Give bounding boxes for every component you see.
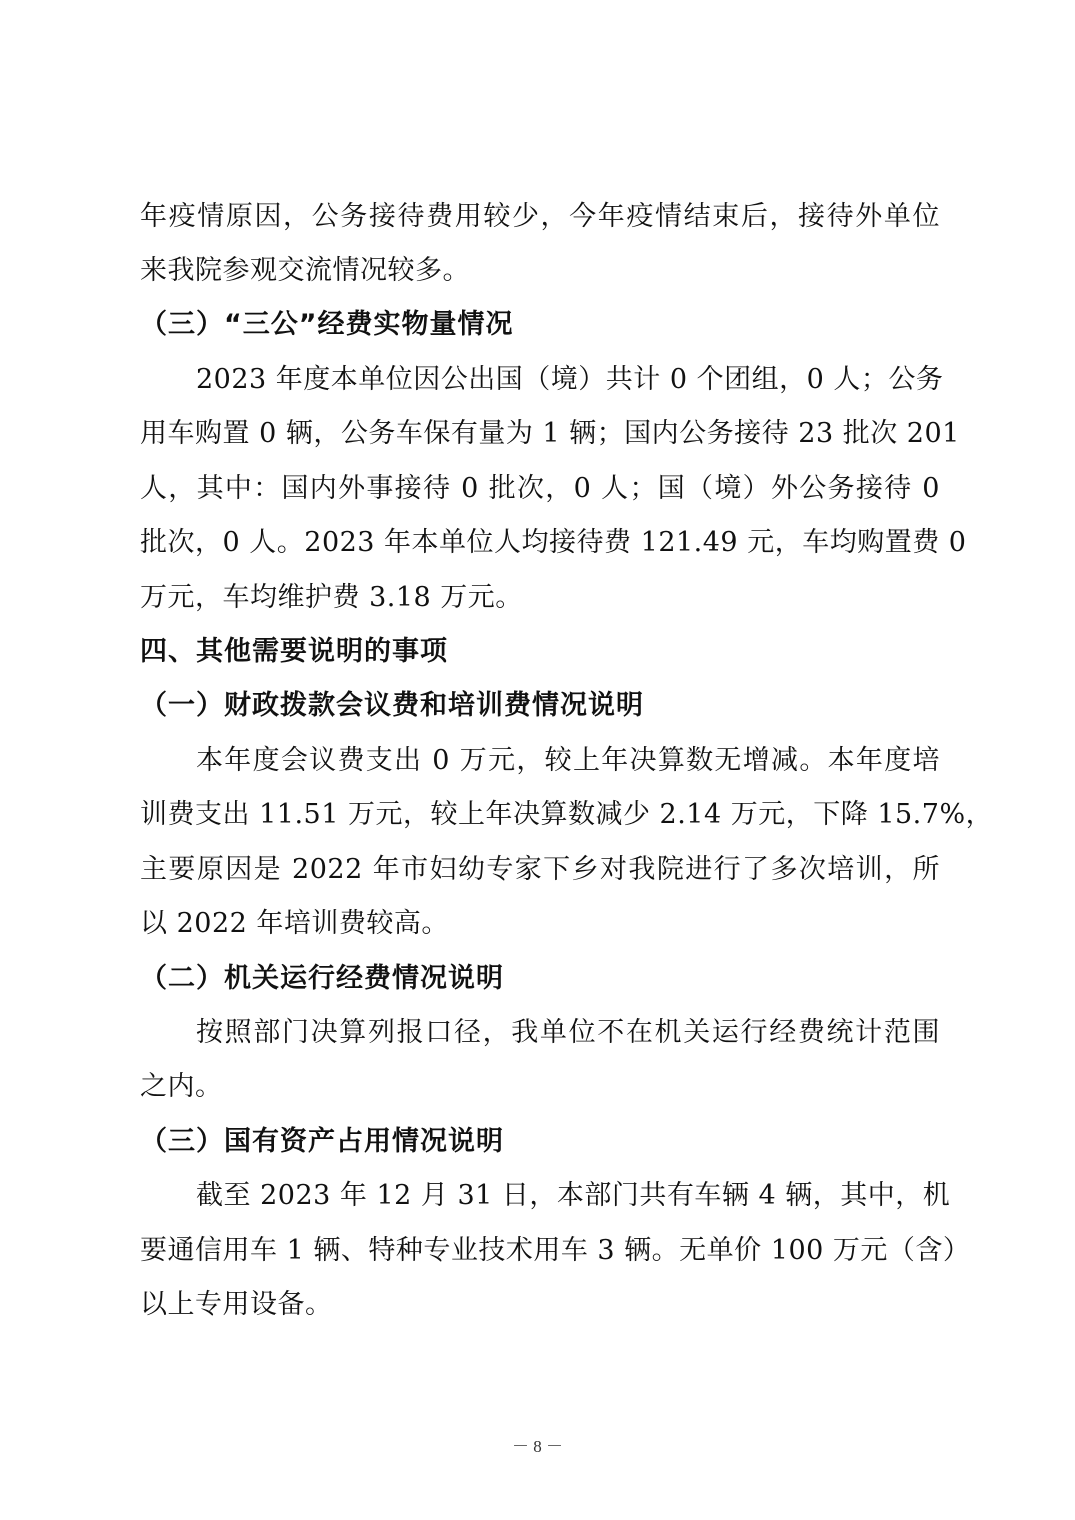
- section-heading-state-assets: （三）国有资产占用情况说明: [140, 1126, 504, 1157]
- paragraph-line: 万元，车均维护费 3.18 万元。: [140, 582, 523, 613]
- section-heading-operating-funds: （二）机关运行经费情况说明: [140, 963, 504, 994]
- paragraph-line: 按照部门决算列报口径，我单位不在机关运行经费统计范围: [196, 1017, 940, 1048]
- paragraph-line: 用车购置 0 辆，公务车保有量为 1 辆；国内公务接待 23 批次 201: [140, 418, 960, 449]
- paragraph-line: 以上专用设备。: [140, 1289, 333, 1320]
- paragraph-line: 批次，0 人。2023 年本单位人均接待费 121.49 元，车均购置费 0: [140, 527, 967, 558]
- paragraph-line: 年疫情原因，公务接待费用较少，今年疫情结束后，接待外单位: [140, 201, 940, 232]
- paragraph-line: 来我院参观交流情况较多。: [140, 255, 470, 286]
- paragraph-line: 要通信用车 1 辆、特种专业技术用车 3 辆。无单价 100 万元（含）: [140, 1235, 971, 1266]
- section-heading-meeting-training: （一）财政拨款会议费和培训费情况说明: [140, 690, 644, 721]
- paragraph-line: 本年度会议费支出 0 万元，较上年决算数无增减。本年度培: [196, 745, 940, 776]
- paragraph-line: 截至 2023 年 12 月 31 日，本部门共有车辆 4 辆，其中，机: [196, 1180, 951, 1211]
- section-heading-sangong-quantity: （三）“三公”经费实物量情况: [140, 309, 514, 340]
- paragraph-line: 以 2022 年培训费较高。: [140, 908, 449, 939]
- paragraph-line: 之内。: [140, 1071, 223, 1102]
- paragraph-line: 训费支出 11.51 万元，较上年决算数减少 2.14 万元，下降 15.7%，: [140, 799, 994, 830]
- chapter-heading-other-matters: 四、其他需要说明的事项: [140, 636, 448, 667]
- paragraph-line: 人，其中：国内外事接待 0 批次，0 人；国（境）外公务接待 0: [140, 473, 940, 504]
- paragraph-line: 主要原因是 2022 年市妇幼专家下乡对我院进行了多次培训，所: [140, 854, 940, 885]
- page-number: － 8 －: [512, 1437, 563, 1456]
- paragraph-line: 2023 年度本单位因公出国（境）共计 0 个团组，0 人；公务: [196, 364, 944, 395]
